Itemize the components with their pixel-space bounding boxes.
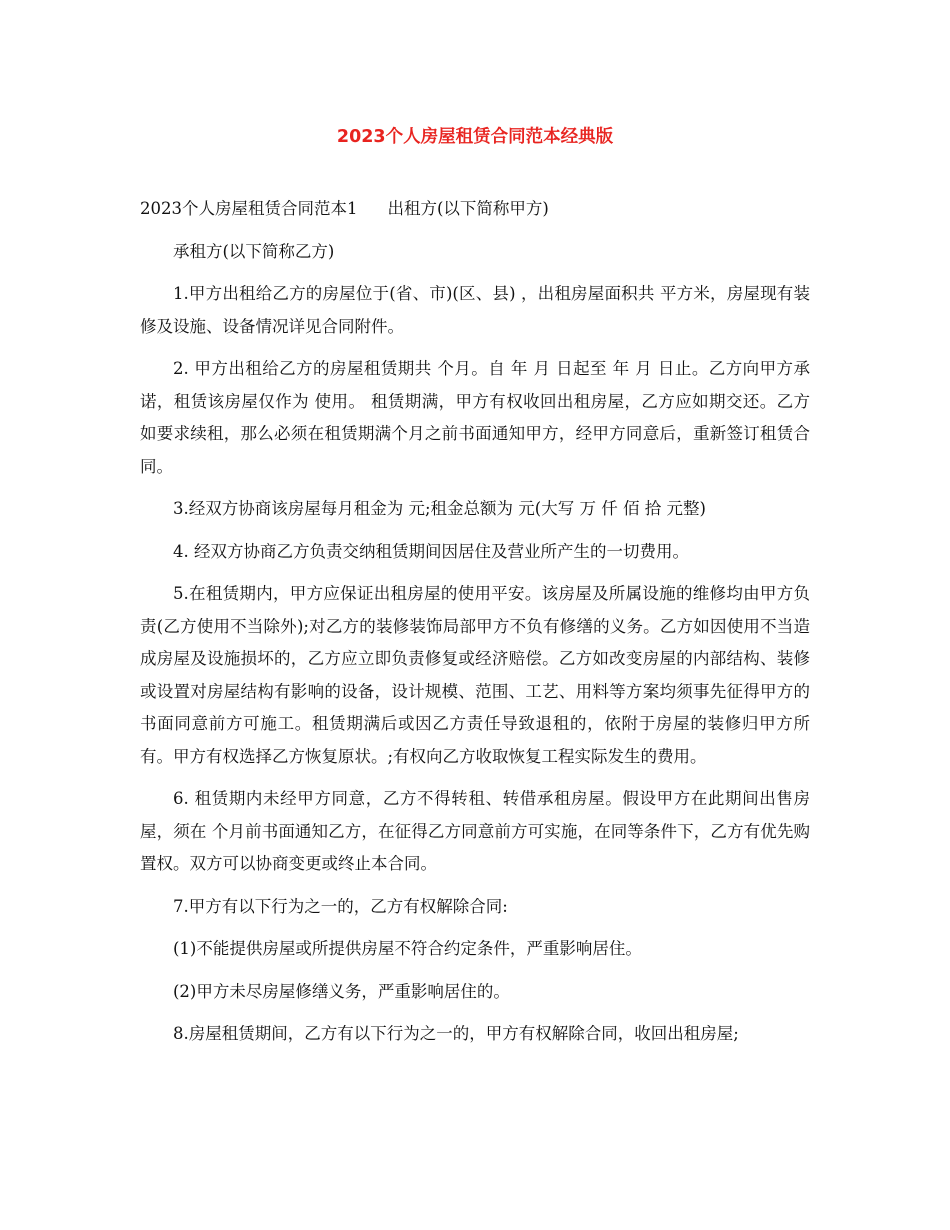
paragraph-7-item-2: (2)甲方未尽房屋修缮义务，严重影响居住的。 (173, 981, 510, 1001)
paragraph-1: 1.甲方出租给乙方的房屋位于(省、市)(区、县) ，出租房屋面积共 平方米，房屋现有装修及设施、设备情况详见合同附件。 (140, 284, 810, 336)
contract-subtitle: 2023个人房屋租赁合同范本1 (140, 199, 358, 218)
paragraph-5: 5.在租赁期内，甲方应保证出租房屋的使用平安。该房屋及所属设施的维修均由甲方负责(乙方使用不当除外);对乙方的装修装饰局部甲方不负有修缮的义务。乙方如因使用不当造成房屋及设施损坏的，乙方应立即负责修复或经济赔偿。乙方如改变房屋的内部结构、装修或设置对房屋结构有影响的设备，设计规模、范围、工艺、用料等方案均须事先征得甲方的书面同意前方可施工。租赁期满后或因乙方责任导致退租的，依附于房屋的装修归甲方所有。甲方有权选择乙方恢复原状。;有权向乙方收取恢复工程实际发生的费用。 (140, 584, 810, 766)
paragraph-7: 7.甲方有以下行为之一的，乙方有权解除合同: (173, 896, 508, 916)
document-title: 2023个人房屋租赁合同范本经典版 (336, 127, 614, 147)
paragraph-3: 3.经双方协商该房屋每月租金为 元;租金总额为 元(大写 万 仟 佰 拾 元整) (173, 499, 706, 518)
paragraph-8: 8.房屋租赁期间，乙方有以下行为之一的，甲方有权解除合同，收回出租房屋; (173, 1024, 739, 1043)
paragraph-7-item-1: (1)不能提供房屋或所提供房屋不符合约定条件，严重影响居住。 (173, 939, 642, 958)
intro-line (140, 193, 810, 226)
paragraph-6: 6. 租赁期内未经甲方同意，乙方不得转租、转借承租房屋。假设甲方在此期间出售房屋，须在 个月前书面通知乙方，在征得乙方同意前方可实施，在同等条件下，乙方有优先购置权。双方可以协商变更或终止本合同。 (140, 789, 810, 873)
paragraph-2: 2. 甲方出租给乙方的房屋租赁期共 个月。自 年 月 日起至 年 月 日止。乙方向甲方承诺，租赁该房屋仅作为 使用。 租赁期满，甲方有权收回出租房屋，乙方应如期交还。乙方如要求续租，那么必须在租赁期满个月之前书面通知甲方，经甲方同意后，重新签订租赁合同。 (140, 359, 810, 476)
document-body (140, 193, 810, 1061)
lessor-line: 出租方(以下简称甲方) (387, 199, 549, 218)
paragraph-lessee: 承租方(以下简称乙方) (173, 241, 335, 261)
paragraph-4: 4. 经双方协商乙方负责交纳租赁期间因居住及营业所产生的一切费用。 (173, 541, 689, 561)
